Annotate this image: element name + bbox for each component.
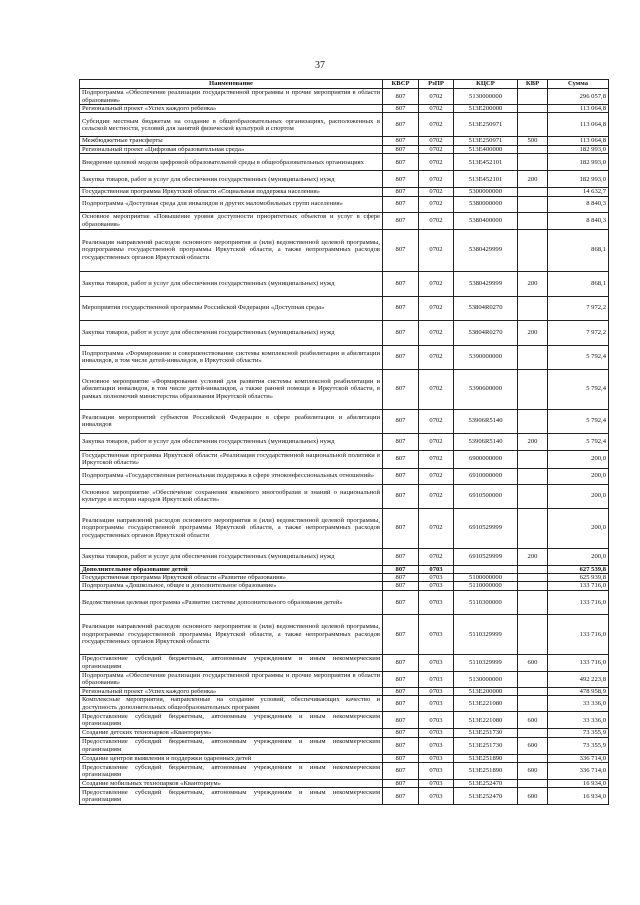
cell-name: Создание мобильных технопарков «Кванториум» <box>80 780 383 788</box>
cell-rzpr: 0703 <box>419 729 454 737</box>
cell-kcsr: 513E250971 <box>454 113 518 137</box>
cell-kvr <box>518 468 548 484</box>
table-row <box>80 409 609 433</box>
cell-name: Предоставление субсидий бюджетным, автономным учреждениям и иным некоммерческим организациям <box>80 712 383 729</box>
cell-sum: 296 057,8 <box>548 89 609 105</box>
cell-rzpr: 0702 <box>419 468 454 484</box>
cell-kcsr: 5130000000 <box>454 89 518 105</box>
cell-sum: 868,1 <box>548 271 609 296</box>
cell-kvr <box>518 696 548 712</box>
cell-name: Комплексные мероприятия, направленные на создание условий, обеспечивающих качество и доступность дополнительных общеобразовательных программ <box>80 696 383 712</box>
cell-kvsr: 807 <box>383 671 419 687</box>
cell-name: Подпрограмма «Обеспечение реализации государственной программы и прочие мероприятия в области образования» <box>80 89 383 105</box>
cell-name: Реализация мероприятий субъектов Российской Федерации в сфере реабилитации и абилитации инвалидов <box>80 409 383 433</box>
cell-name: Создание центров выявления и поддержки одаренных детей <box>80 754 383 762</box>
cell-name: Закупка товаров, работ и услуг для обеспечения государственных (муниципальных) нужд <box>80 271 383 296</box>
cell-rzpr: 0703 <box>419 754 454 762</box>
cell-sum: 200,0 <box>548 548 609 565</box>
cell-kvr <box>518 188 548 196</box>
cell-kcsr: 513E251890 <box>454 763 518 780</box>
cell-sum: 16 934,0 <box>548 788 609 805</box>
cell-kcsr: 6910000000 <box>454 468 518 484</box>
header-kcsr: КЦСР <box>454 80 518 89</box>
cell-sum: 16 934,0 <box>548 780 609 788</box>
cell-kcsr: 5130000000 <box>454 671 518 687</box>
cell-rzpr: 0703 <box>419 582 454 590</box>
cell-rzpr: 0702 <box>419 137 454 145</box>
cell-kvsr: 807 <box>383 729 419 737</box>
cell-name: Ведомственная целевая программа «Развитие системы дополнительного образования детей» <box>80 590 383 614</box>
cell-sum: 8 840,3 <box>548 196 609 212</box>
cell-kcsr: 513E251730 <box>454 729 518 737</box>
table-row <box>80 468 609 484</box>
table-row <box>80 582 609 590</box>
cell-kcsr: 5110000000 <box>454 582 518 590</box>
cell-kvr <box>518 582 548 590</box>
table-row <box>80 590 609 614</box>
cell-kvr <box>518 687 548 695</box>
cell-name: Региональный проект «Успех каждого ребенка» <box>80 687 383 695</box>
cell-kvr <box>518 89 548 105</box>
cell-name: Предоставление субсидий бюджетным, автономным учреждениям и иным некоммерческим организациям <box>80 654 383 671</box>
cell-kvr <box>518 154 548 171</box>
cell-kcsr: 513E252470 <box>454 780 518 788</box>
cell-name: Закупка товаров, работ и услуг для обеспечения государственных (муниципальных) нужд <box>80 548 383 565</box>
cell-kvsr: 807 <box>383 508 419 548</box>
cell-rzpr: 0702 <box>419 484 454 508</box>
cell-name: Закупка товаров, работ и услуг для обеспечения государственных (муниципальных) нужд <box>80 433 383 450</box>
cell-rzpr: 0703 <box>419 780 454 788</box>
cell-sum: 133 716,0 <box>548 590 609 614</box>
cell-rzpr: 0703 <box>419 590 454 614</box>
cell-kvsr: 807 <box>383 229 419 271</box>
table-row <box>80 484 609 508</box>
cell-name: Реализация направлений расходов основного мероприятия и (или) ведомственной целевой программы, подпрограммы государственной программы Иркутской области, а также непрограммных расходов государственных органов Иркутской области <box>80 229 383 271</box>
cell-kvsr: 807 <box>383 271 419 296</box>
header-kvr: КВР <box>518 80 548 89</box>
cell-kvr <box>518 574 548 582</box>
cell-sum: 200,0 <box>548 468 609 484</box>
table-row <box>80 712 609 729</box>
cell-rzpr: 0702 <box>419 433 454 450</box>
table-row <box>80 696 609 712</box>
cell-kvsr: 807 <box>383 590 419 614</box>
table-row <box>80 271 609 296</box>
cell-kvr <box>518 229 548 271</box>
cell-rzpr: 0702 <box>419 345 454 369</box>
table-row <box>80 614 609 654</box>
table-row <box>80 508 609 548</box>
cell-kvsr: 807 <box>383 89 419 105</box>
cell-sum: 336 714,0 <box>548 754 609 762</box>
cell-rzpr: 0702 <box>419 450 454 468</box>
cell-sum: 200,0 <box>548 450 609 468</box>
table-row <box>80 89 609 105</box>
cell-name: Подпрограмма «Государственная региональная поддержка в сфере этноконфессиональных отношений» <box>80 468 383 484</box>
cell-name: Предоставление субсидий бюджетным, автономным учреждениям и иным некоммерческим организациям <box>80 763 383 780</box>
cell-kvsr: 807 <box>383 145 419 153</box>
table-row <box>80 105 609 113</box>
cell-kvsr: 807 <box>383 433 419 450</box>
table-row <box>80 212 609 229</box>
cell-rzpr: 0702 <box>419 145 454 153</box>
cell-kvr: 600 <box>518 763 548 780</box>
cell-kcsr: 513E221080 <box>454 712 518 729</box>
cell-kvsr: 807 <box>383 105 419 113</box>
cell-kvsr: 807 <box>383 188 419 196</box>
cell-kvsr: 807 <box>383 345 419 369</box>
cell-name: Подпрограмма «Формирование и совершенствование системы комплексной реабилитации и абилитации инвалидов, в том числе детей-инвалидов, в Иркутской области» <box>80 345 383 369</box>
cell-kvsr: 807 <box>383 737 419 754</box>
cell-kvr <box>518 729 548 737</box>
cell-sum: 200,0 <box>548 484 609 508</box>
cell-kvr <box>518 369 548 409</box>
cell-rzpr: 0703 <box>419 763 454 780</box>
cell-sum: 182 993,0 <box>548 154 609 171</box>
cell-name: Подпрограмма «Дошкольное, общее и дополнительное образование» <box>80 582 383 590</box>
cell-kcsr: 513E452101 <box>454 154 518 171</box>
cell-kcsr: 513E251730 <box>454 737 518 754</box>
cell-sum: 5 792,4 <box>548 345 609 369</box>
cell-kcsr: 513E250971 <box>454 137 518 145</box>
cell-sum: 868,1 <box>548 229 609 271</box>
cell-kvsr: 807 <box>383 468 419 484</box>
cell-kcsr: 5380429999 <box>454 271 518 296</box>
cell-sum: 113 064,8 <box>548 113 609 137</box>
cell-kvr: 600 <box>518 712 548 729</box>
cell-rzpr: 0702 <box>419 548 454 565</box>
cell-kvsr: 807 <box>383 450 419 468</box>
cell-rzpr: 0703 <box>419 614 454 654</box>
cell-rzpr: 0702 <box>419 113 454 137</box>
cell-kcsr: 5110300000 <box>454 590 518 614</box>
cell-kvr <box>518 508 548 548</box>
cell-kvr <box>518 113 548 137</box>
cell-name: Основное мероприятие «Формирование условий для развития системы комплексной реабилитации и абилитации инвалидов, в том числе детей-инвалидов, а также ранней помощи в Иркутской области, в рамках полномочий министерства образования Иркутской области» <box>80 369 383 409</box>
cell-kvr <box>518 754 548 762</box>
cell-kvr <box>518 345 548 369</box>
cell-sum: 5 792,4 <box>548 433 609 450</box>
cell-rzpr: 0702 <box>419 229 454 271</box>
cell-kvsr: 807 <box>383 212 419 229</box>
table-row <box>80 671 609 687</box>
cell-name: Создание детских технопарков «Кванториум» <box>80 729 383 737</box>
cell-sum: 133 716,0 <box>548 582 609 590</box>
cell-kvr <box>518 409 548 433</box>
cell-kvr: 500 <box>518 137 548 145</box>
table-row <box>80 729 609 737</box>
cell-name: Дополнительное образование детей <box>80 565 383 573</box>
cell-rzpr: 0703 <box>419 712 454 729</box>
cell-sum: 492 223,8 <box>548 671 609 687</box>
cell-kvsr: 807 <box>383 196 419 212</box>
cell-rzpr: 0702 <box>419 320 454 345</box>
cell-kcsr: 5390600000 <box>454 369 518 409</box>
table-row <box>80 145 609 153</box>
cell-kvr <box>518 484 548 508</box>
cell-rzpr: 0702 <box>419 296 454 320</box>
cell-kvr <box>518 105 548 113</box>
cell-kvsr: 807 <box>383 582 419 590</box>
cell-sum: 627 539,8 <box>548 565 609 573</box>
table-row <box>80 229 609 271</box>
cell-kvsr: 807 <box>383 171 419 188</box>
budget-table <box>79 79 609 805</box>
cell-kvr: 600 <box>518 737 548 754</box>
cell-name: Подпрограмма «Доступная среда для инвалидов и других маломобильных групп населения» <box>80 196 383 212</box>
cell-rzpr: 0703 <box>419 687 454 695</box>
cell-name: Подпрограмма «Обеспечение реализации государственной программы и прочие мероприятия в области образования» <box>80 671 383 687</box>
cell-kvsr: 807 <box>383 565 419 573</box>
cell-kvr <box>518 671 548 687</box>
table-row <box>80 754 609 762</box>
cell-kcsr: 6910529999 <box>454 548 518 565</box>
cell-name: Основное мероприятие «Обеспечение сохранения языкового многообразия и знаний о национальной культуре и истории народов Иркутской области» <box>80 484 383 508</box>
cell-rzpr: 0702 <box>419 196 454 212</box>
table-header-row <box>80 80 609 89</box>
cell-kcsr: 5300000000 <box>454 188 518 196</box>
cell-sum: 33 336,0 <box>548 712 609 729</box>
cell-kcsr: 513E400000 <box>454 145 518 153</box>
table-body <box>80 89 609 805</box>
cell-sum: 113 064,8 <box>548 105 609 113</box>
header-sum: Сумма <box>548 80 609 89</box>
cell-kvsr: 807 <box>383 788 419 805</box>
cell-sum: 5 792,4 <box>548 369 609 409</box>
cell-kvr <box>518 450 548 468</box>
cell-kvr: 600 <box>518 788 548 805</box>
cell-kcsr: 513E252470 <box>454 788 518 805</box>
table-row <box>80 320 609 345</box>
table-row <box>80 369 609 409</box>
cell-kcsr: 5100000000 <box>454 574 518 582</box>
cell-name: Государственная программа Иркутской области «Социальная поддержка населения» <box>80 188 383 196</box>
cell-kcsr: 6900000000 <box>454 450 518 468</box>
cell-name: Субсидии местным бюджетам на создание в общеобразовательных организациях, расположенных в сельской местности, условий для занятий физической культурой и спортом <box>80 113 383 137</box>
cell-kvr <box>518 780 548 788</box>
table-row <box>80 188 609 196</box>
table-row <box>80 737 609 754</box>
cell-kvr: 200 <box>518 271 548 296</box>
cell-rzpr: 0702 <box>419 369 454 409</box>
cell-name: Реализация направлений расходов основного мероприятия и (или) ведомственной целевой программы, подпрограммы государственной программы Иркутской области, а также непрограммных расходов государственных органов Иркутской области <box>80 614 383 654</box>
cell-kvsr: 807 <box>383 574 419 582</box>
cell-kcsr: 53906R5140 <box>454 433 518 450</box>
cell-kvsr: 807 <box>383 369 419 409</box>
table-row <box>80 137 609 145</box>
cell-sum: 625 939,8 <box>548 574 609 582</box>
cell-kvr: 200 <box>518 548 548 565</box>
table-row <box>80 548 609 565</box>
cell-kvr <box>518 565 548 573</box>
cell-rzpr: 0702 <box>419 188 454 196</box>
cell-kvr: 200 <box>518 171 548 188</box>
cell-kvsr: 807 <box>383 137 419 145</box>
cell-name: Предоставление субсидий бюджетным, автономным учреждениям и иным некоммерческим организациям <box>80 737 383 754</box>
cell-kcsr: 5380400000 <box>454 212 518 229</box>
cell-kcsr: 5380429999 <box>454 229 518 271</box>
cell-kcsr: 513E200000 <box>454 105 518 113</box>
cell-sum: 8 840,3 <box>548 212 609 229</box>
table-row <box>80 565 609 573</box>
cell-kcsr: 53906R5140 <box>454 409 518 433</box>
cell-rzpr: 0702 <box>419 154 454 171</box>
cell-kcsr: 53804R0270 <box>454 296 518 320</box>
cell-kvr: 200 <box>518 433 548 450</box>
cell-kvr <box>518 590 548 614</box>
table-row <box>80 687 609 695</box>
cell-sum: 14 632,7 <box>548 188 609 196</box>
cell-kvr <box>518 145 548 153</box>
cell-kcsr: 5110329999 <box>454 654 518 671</box>
cell-rzpr: 0702 <box>419 212 454 229</box>
cell-name: Внедрение целевой модели цифровой образовательной среды в общеобразовательных организациях <box>80 154 383 171</box>
cell-sum: 73 355,9 <box>548 737 609 754</box>
cell-sum: 200,0 <box>548 508 609 548</box>
cell-kvr <box>518 296 548 320</box>
cell-kvsr: 807 <box>383 484 419 508</box>
table-row <box>80 788 609 805</box>
table-row <box>80 154 609 171</box>
cell-name: Основное мероприятие «Повышение уровня доступности приоритетных объектов и услуг в сфере образования» <box>80 212 383 229</box>
cell-kcsr: 6910529999 <box>454 508 518 548</box>
cell-kcsr: 5390000000 <box>454 345 518 369</box>
page-number: 37 <box>315 60 325 71</box>
cell-sum: 336 714,0 <box>548 763 609 780</box>
cell-sum: 33 336,0 <box>548 696 609 712</box>
cell-rzpr: 0703 <box>419 671 454 687</box>
cell-sum: 7 972,2 <box>548 320 609 345</box>
cell-kvr <box>518 212 548 229</box>
cell-kcsr: 6910500000 <box>454 484 518 508</box>
cell-kvsr: 807 <box>383 712 419 729</box>
table-row <box>80 113 609 137</box>
cell-rzpr: 0702 <box>419 171 454 188</box>
cell-rzpr: 0702 <box>419 105 454 113</box>
cell-kvr: 600 <box>518 654 548 671</box>
cell-rzpr: 0703 <box>419 574 454 582</box>
cell-kvsr: 807 <box>383 548 419 565</box>
cell-sum: 478 958,9 <box>548 687 609 695</box>
cell-kvsr: 807 <box>383 754 419 762</box>
cell-kvsr: 807 <box>383 780 419 788</box>
cell-sum: 7 972,2 <box>548 296 609 320</box>
table-row <box>80 763 609 780</box>
header-rzpr: РзПР <box>419 80 454 89</box>
table-row <box>80 574 609 582</box>
table-row <box>80 433 609 450</box>
cell-kcsr: 513E200000 <box>454 687 518 695</box>
cell-name: Государственная программа Иркутской области «Реализация государственной национальной политики в Иркутской области» <box>80 450 383 468</box>
cell-kcsr <box>454 565 518 573</box>
cell-kvsr: 807 <box>383 296 419 320</box>
cell-sum: 133 716,0 <box>548 654 609 671</box>
cell-kvsr: 807 <box>383 687 419 695</box>
table-row <box>80 171 609 188</box>
cell-kvsr: 807 <box>383 614 419 654</box>
cell-name: Закупка товаров, работ и услуг для обеспечения государственных (муниципальных) нужд <box>80 171 383 188</box>
cell-kvsr: 807 <box>383 654 419 671</box>
cell-rzpr: 0703 <box>419 565 454 573</box>
cell-rzpr: 0703 <box>419 696 454 712</box>
cell-kcsr: 513E251890 <box>454 754 518 762</box>
cell-kcsr: 513E452101 <box>454 171 518 188</box>
cell-name: Мероприятия государственной программы Российской Федерации «Доступная среда» <box>80 296 383 320</box>
cell-kcsr: 5110329999 <box>454 614 518 654</box>
cell-sum: 182 993,0 <box>548 171 609 188</box>
cell-rzpr: 0703 <box>419 654 454 671</box>
cell-rzpr: 0703 <box>419 788 454 805</box>
cell-sum: 5 792,4 <box>548 409 609 433</box>
cell-kvsr: 807 <box>383 696 419 712</box>
cell-kcsr: 513E221080 <box>454 696 518 712</box>
cell-kvr <box>518 614 548 654</box>
table-row <box>80 196 609 212</box>
cell-rzpr: 0702 <box>419 409 454 433</box>
cell-kvsr: 807 <box>383 320 419 345</box>
cell-sum: 133 716,0 <box>548 614 609 654</box>
cell-name: Межбюджетные трансферты <box>80 137 383 145</box>
cell-rzpr: 0703 <box>419 737 454 754</box>
header-name: Наименование <box>80 80 383 89</box>
cell-kvsr: 807 <box>383 154 419 171</box>
cell-kvr: 200 <box>518 320 548 345</box>
cell-kcsr: 53804R0270 <box>454 320 518 345</box>
table-row <box>80 345 609 369</box>
cell-sum: 113 064,8 <box>548 137 609 145</box>
cell-name: Государственная программа Иркутской области «Развитие образования» <box>80 574 383 582</box>
table-row <box>80 780 609 788</box>
cell-kcsr: 5380000000 <box>454 196 518 212</box>
cell-name: Региональный проект «Успех каждого ребенка» <box>80 105 383 113</box>
cell-rzpr: 0702 <box>419 271 454 296</box>
cell-name: Региональный проект «Цифровая образовательная среда» <box>80 145 383 153</box>
cell-kvsr: 807 <box>383 409 419 433</box>
cell-name: Реализация направлений расходов основного мероприятия и (или) ведомственной целевой программы, подпрограммы государственной программы Иркутской области, а также непрограммных расходов государственных органов Иркутской области <box>80 508 383 548</box>
cell-sum: 73 355,9 <box>548 729 609 737</box>
cell-rzpr: 0702 <box>419 508 454 548</box>
table-row <box>80 450 609 468</box>
cell-kvr <box>518 196 548 212</box>
cell-sum: 182 993,0 <box>548 145 609 153</box>
table-row <box>80 296 609 320</box>
cell-kvsr: 807 <box>383 763 419 780</box>
cell-rzpr: 0702 <box>419 89 454 105</box>
table-row <box>80 654 609 671</box>
header-kvsr: КВСР <box>383 80 419 89</box>
cell-kvsr: 807 <box>383 113 419 137</box>
cell-name: Предоставление субсидий бюджетным, автономным учреждениям и иным некоммерческим организациям <box>80 788 383 805</box>
cell-name: Закупка товаров, работ и услуг для обеспечения государственных (муниципальных) нужд <box>80 320 383 345</box>
